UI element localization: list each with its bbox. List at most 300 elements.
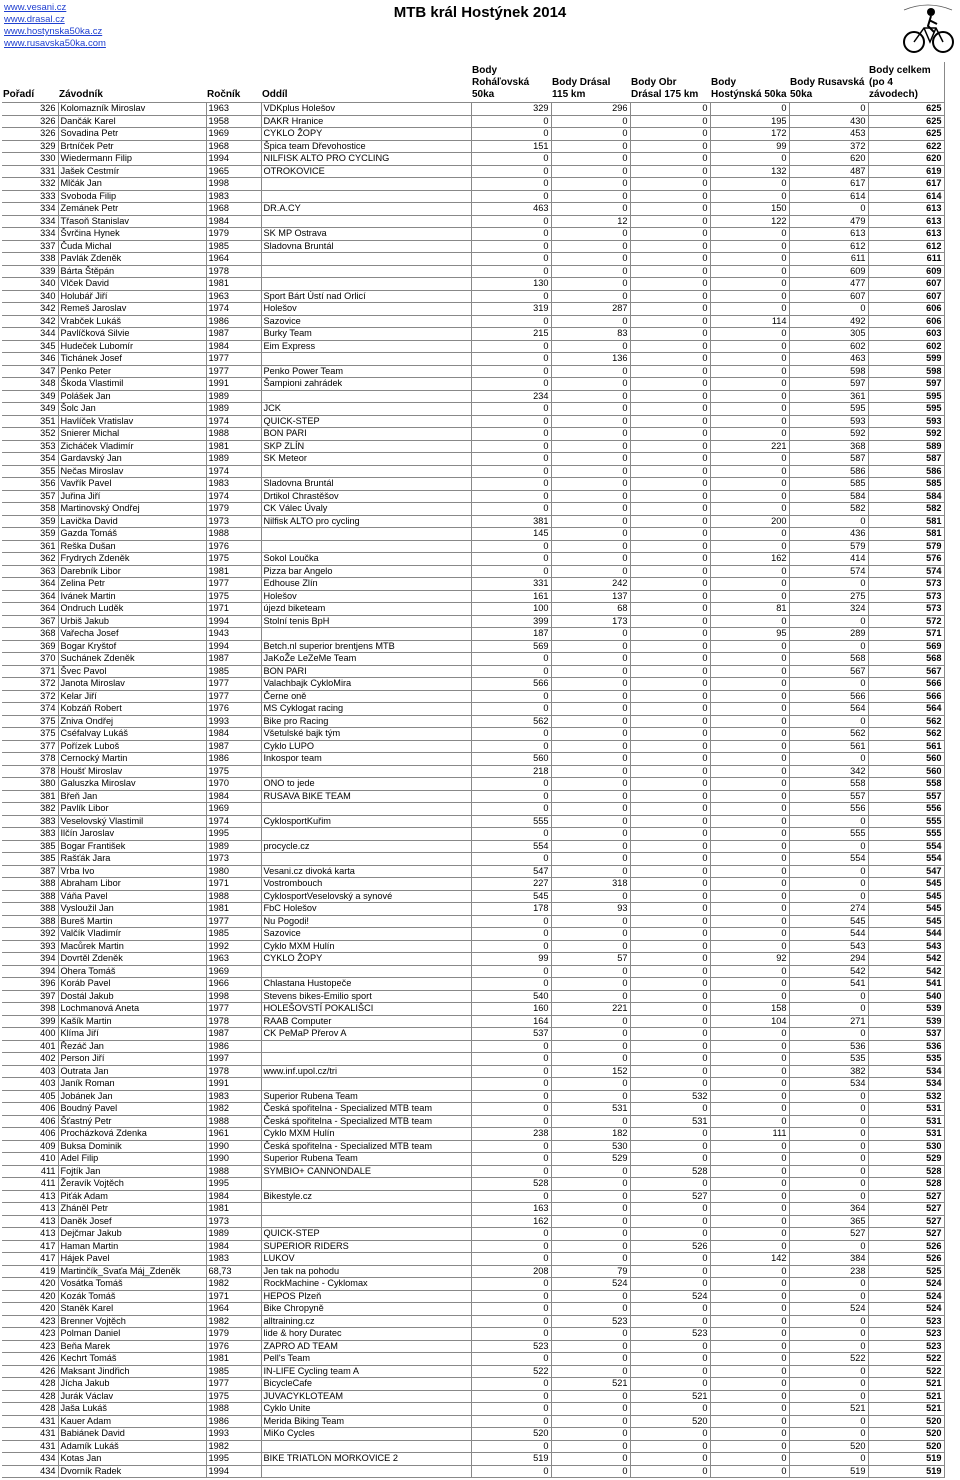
points-hostynska: 92 [710,953,789,966]
points-rusavska: 0 [789,1103,868,1116]
points-rohalovska: 0 [471,1390,551,1403]
points-rusavska: 384 [789,1253,868,1266]
points-total: 571 [868,628,944,641]
col-header-rusavska: Body Rusavská 50ka [790,77,865,100]
table-row [2,465,944,478]
points-rusavska: 0 [789,615,868,628]
points-obr-drasal: 0 [630,603,710,616]
points-total: 527 [868,1190,944,1203]
birth-year: 1968 [206,203,261,216]
points-hostynska: 0 [710,1403,789,1416]
points-drasal: 0 [551,728,630,741]
points-rusavska: 602 [789,340,868,353]
birth-year: 1980 [206,865,261,878]
points-rohalovska: 160 [471,1003,551,1016]
points-rusavska: 275 [789,590,868,603]
rank-cell: 411 [2,1165,58,1178]
rider-name: Lochmanová Aneta [58,1003,206,1016]
rider-name: Procházková Zdenka [58,1128,206,1141]
table-row [2,1003,944,1016]
rank-cell: 378 [2,753,58,766]
rider-name: Vavřík Pavel [58,478,206,491]
points-rusavska: 368 [789,440,868,453]
points-obr-drasal: 532 [630,1090,710,1103]
rank-cell: 334 [2,215,58,228]
table-row [2,340,944,353]
points-hostynska: 0 [710,1328,789,1341]
points-obr-drasal: 0 [630,1315,710,1328]
points-obr-drasal: 0 [630,640,710,653]
points-rusavska: 585 [789,478,868,491]
birth-year: 1987 [206,653,261,666]
points-drasal: 12 [551,215,630,228]
points-total: 525 [868,1265,944,1278]
points-obr-drasal: 523 [630,1328,710,1341]
col-header-year: Ročník [207,89,241,100]
rank-cell: 331 [2,165,58,178]
rider-name: Brenner Vojtěch [58,1315,206,1328]
points-rohalovska: 562 [471,715,551,728]
points-rohalovska: 554 [471,840,551,853]
points-hostynska: 99 [710,140,789,153]
rider-name: Klíma Jiří [58,1028,206,1041]
points-rohalovska: 0 [471,915,551,928]
points-obr-drasal: 0 [630,403,710,416]
birth-year: 1985 [206,1365,261,1378]
table-row [2,1340,944,1353]
club-name: BIKE TRIATLON MORKOVICE 2 [261,1453,471,1466]
rider-name: Staněk Karel [58,1303,206,1316]
club-name: DAKR Hranice [261,115,471,128]
points-rusavska: 453 [789,128,868,141]
points-total: 541 [868,978,944,991]
birth-year: 1975 [206,553,261,566]
points-hostynska: 0 [710,690,789,703]
birth-year: 1973 [206,853,261,866]
club-name [261,803,471,816]
birth-year: 1998 [206,990,261,1003]
points-hostynska: 0 [710,703,789,716]
points-obr-drasal: 0 [630,240,710,253]
club-name [261,190,471,203]
club-name: Betch.nl superior brentjens MTB [261,640,471,653]
club-name [261,1215,471,1228]
points-rohalovska: 0 [471,428,551,441]
points-rohalovska: 0 [471,265,551,278]
rank-cell: 369 [2,640,58,653]
birth-year: 1977 [206,915,261,928]
birth-year: 1981 [206,1203,261,1216]
table-row [2,1415,944,1428]
points-total: 520 [868,1440,944,1453]
points-rusavska: 0 [789,1090,868,1103]
rank-cell: 392 [2,928,58,941]
points-rusavska: 477 [789,278,868,291]
points-hostynska: 0 [710,590,789,603]
rider-name: Kolomazník Miroslav [58,103,206,116]
points-hostynska: 0 [710,978,789,991]
table-row [2,153,944,166]
points-obr-drasal: 0 [630,753,710,766]
points-rohalovska: 0 [471,665,551,678]
points-rohalovska: 0 [471,1303,551,1316]
rider-name: Jurák Václav [58,1390,206,1403]
table-row [2,1315,944,1328]
points-total: 586 [868,465,944,478]
table-row [2,240,944,253]
rider-name: Veselovský Vlastimil [58,815,206,828]
club-name: Superior Rubena Team [261,1090,471,1103]
points-obr-drasal: 0 [630,978,710,991]
rank-cell: 423 [2,1340,58,1353]
table-row [2,1065,944,1078]
table-row [2,1403,944,1416]
points-hostynska: 0 [710,1078,789,1091]
points-rohalovska: 145 [471,528,551,541]
points-obr-drasal: 0 [630,1215,710,1228]
rank-cell: 394 [2,965,58,978]
club-name: MiKo Cycles [261,1428,471,1441]
points-hostynska: 0 [710,1215,789,1228]
points-total: 609 [868,265,944,278]
rider-name: Cernocký Martin [58,753,206,766]
rank-cell: 431 [2,1428,58,1441]
rank-cell: 374 [2,703,58,716]
rider-name: Hájek Pavel [58,1253,206,1266]
rider-name: Šťastný Petr [58,1115,206,1128]
points-hostynska: 0 [710,540,789,553]
points-total: 560 [868,765,944,778]
points-hostynska: 0 [710,465,789,478]
points-rusavska: 597 [789,378,868,391]
points-total: 519 [868,1453,944,1466]
rider-name: Dvorník Radek [58,1465,206,1478]
points-rusavska: 0 [789,1165,868,1178]
points-hostynska: 0 [710,903,789,916]
points-hostynska: 0 [710,278,789,291]
points-rusavska: 556 [789,803,868,816]
rider-name: Polman Daniel [58,1328,206,1341]
rank-cell: 359 [2,528,58,541]
points-rohalovska: 0 [471,353,551,366]
birth-year: 1983 [206,1253,261,1266]
rank-cell: 363 [2,565,58,578]
rank-cell: 426 [2,1365,58,1378]
rank-cell: 349 [2,390,58,403]
points-rusavska: 0 [789,203,868,216]
birth-year: 1969 [206,803,261,816]
points-rusavska: 613 [789,228,868,241]
club-name: ZAPRO AD TEAM [261,1340,471,1353]
club-name [261,1053,471,1066]
rider-name: Jaša Lukáš [58,1403,206,1416]
table-row [2,215,944,228]
points-total: 526 [868,1240,944,1253]
rank-cell: 388 [2,915,58,928]
points-drasal: 529 [551,1153,630,1166]
points-rohalovska: 0 [471,440,551,453]
birth-year: 1989 [206,390,261,403]
rank-cell: 378 [2,765,58,778]
rider-name: Tichánek Josef [58,353,206,366]
points-drasal: 0 [551,1165,630,1178]
club-name: Edhouse Zlín [261,578,471,591]
club-name: NILFISK ALTO PRO CYCLING [261,153,471,166]
points-drasal: 0 [551,140,630,153]
points-rohalovska: 0 [471,1103,551,1116]
points-hostynska: 0 [710,1390,789,1403]
points-rohalovska: 162 [471,1215,551,1228]
points-hostynska: 0 [710,403,789,416]
birth-year: 1981 [206,1353,261,1366]
points-rusavska: 545 [789,915,868,928]
table-row [2,128,944,141]
points-hostynska: 0 [710,1140,789,1153]
points-drasal: 0 [551,778,630,791]
points-hostynska: 0 [710,453,789,466]
points-total: 524 [868,1290,944,1303]
points-total: 556 [868,803,944,816]
rank-cell: 383 [2,828,58,841]
table-row [2,965,944,978]
points-total: 569 [868,640,944,653]
birth-year: 1966 [206,978,261,991]
points-rusavska: 0 [789,890,868,903]
table-row [2,1140,944,1153]
points-drasal: 0 [551,240,630,253]
points-total: 625 [868,115,944,128]
birth-year: 1986 [206,753,261,766]
points-drasal: 0 [551,128,630,141]
table-row [2,403,944,416]
rank-cell: 397 [2,990,58,1003]
rider-name: Darebník Libor [58,565,206,578]
points-drasal: 0 [551,1440,630,1453]
points-hostynska: 0 [710,365,789,378]
birth-year: 68,73 [206,1265,261,1278]
rider-name: Nečas Miroslav [58,465,206,478]
points-hostynska: 0 [710,778,789,791]
table-row [2,578,944,591]
rider-name: Kašík Martin [58,1015,206,1028]
points-hostynska: 0 [710,840,789,853]
points-rusavska: 0 [789,1453,868,1466]
table-row [2,990,944,1003]
points-rusavska: 0 [789,1328,868,1341]
club-name: LUKOV [261,1253,471,1266]
points-hostynska: 0 [710,1365,789,1378]
points-hostynska: 0 [710,1428,789,1441]
points-drasal: 68 [551,603,630,616]
points-rusavska: 0 [789,815,868,828]
birth-year: 1979 [206,1328,261,1341]
points-drasal: 530 [551,1140,630,1153]
club-name: Šampioni zahrádek [261,378,471,391]
points-obr-drasal: 0 [630,1078,710,1091]
points-drasal: 0 [551,203,630,216]
points-rohalovska: 0 [471,853,551,866]
points-obr-drasal: 0 [630,915,710,928]
table-row [2,953,944,966]
rider-name: Dejčmar Jakub [58,1228,206,1241]
points-rusavska: 544 [789,928,868,941]
club-name: Bike Chropyně [261,1303,471,1316]
table-row [2,640,944,653]
rider-name: Jašek Cestmír [58,165,206,178]
points-rohalovska: 0 [471,1328,551,1341]
table-row [2,115,944,128]
points-drasal: 0 [551,115,630,128]
birth-year: 1994 [206,615,261,628]
points-drasal: 0 [551,1290,630,1303]
birth-year: 1984 [206,728,261,741]
points-total: 530 [868,1140,944,1153]
rider-name: Martinčík_Svaťa Máj_Zdeněk [58,1265,206,1278]
points-rusavska: 364 [789,1203,868,1216]
table-row [2,815,944,828]
table-row [2,365,944,378]
points-drasal: 0 [551,965,630,978]
club-name [261,853,471,866]
rank-cell: 426 [2,1353,58,1366]
points-hostynska: 0 [710,1353,789,1366]
points-rusavska: 574 [789,565,868,578]
table-row [2,1240,944,1253]
points-drasal: 287 [551,303,630,316]
points-total: 521 [868,1403,944,1416]
table-row [2,290,944,303]
points-obr-drasal: 0 [630,740,710,753]
points-rohalovska: 547 [471,865,551,878]
col-header-hostynska: Body Hostýnská 50ka [711,77,787,100]
link-vesani[interactable]: www.vesani.cz [4,2,67,13]
points-obr-drasal: 0 [630,390,710,403]
points-rohalovska: 0 [471,1440,551,1453]
rank-cell: 353 [2,440,58,453]
birth-year: 1984 [206,215,261,228]
points-rusavska: 0 [789,1240,868,1253]
rank-cell: 361 [2,540,58,553]
points-total: 524 [868,1303,944,1316]
points-total: 581 [868,515,944,528]
points-total: 573 [868,590,944,603]
points-hostynska: 195 [710,115,789,128]
points-rohalovska: 0 [471,1165,551,1178]
points-rohalovska: 0 [471,253,551,266]
table-row [2,1215,944,1228]
points-rohalovska: 0 [471,1090,551,1103]
points-total: 545 [868,903,944,916]
points-total: 568 [868,653,944,666]
link-rusavska[interactable]: www.rusavska50ka.com [4,38,106,49]
rider-name: Macůrek Martin [58,940,206,953]
rank-cell: 405 [2,1090,58,1103]
rider-name: Houšť Miroslav [58,765,206,778]
points-rohalovska: 208 [471,1265,551,1278]
points-rusavska: 361 [789,390,868,403]
club-name: SUPERIOR RIDERS [261,1240,471,1253]
rank-cell: 377 [2,740,58,753]
birth-year: 1991 [206,378,261,391]
club-name: CyklosportVeselovský a synové [261,890,471,903]
rank-cell: 431 [2,1415,58,1428]
points-obr-drasal: 0 [630,228,710,241]
points-hostynska: 150 [710,203,789,216]
link-hostynska[interactable]: www.hostynska50ka.cz [4,26,103,37]
birth-year: 1981 [206,565,261,578]
club-name: Valachbajk CykloMira [261,678,471,691]
points-hostynska: 0 [710,490,789,503]
points-drasal: 0 [551,390,630,403]
points-drasal: 0 [551,1190,630,1203]
points-total: 581 [868,528,944,541]
table-row [2,1015,944,1028]
link-drasal[interactable]: www.drasal.cz [4,14,65,25]
points-obr-drasal: 0 [630,1265,710,1278]
points-hostynska: 0 [710,1165,789,1178]
table-row [2,665,944,678]
col-header-total: Body celkem (po 4 závodech) [868,62,944,103]
points-hostynska: 0 [710,765,789,778]
points-drasal: 0 [551,1028,630,1041]
points-rohalovska: 100 [471,603,551,616]
rider-name: Ilčín Jaroslav [58,828,206,841]
rider-name: Fojtík Jan [58,1165,206,1178]
rank-cell: 368 [2,628,58,641]
birth-year: 1963 [206,103,261,116]
points-total: 545 [868,890,944,903]
points-total: 560 [868,753,944,766]
birth-year: 1981 [206,278,261,291]
points-hostynska: 0 [710,715,789,728]
points-rohalovska: 0 [471,553,551,566]
rank-cell: 330 [2,153,58,166]
points-hostynska: 0 [710,1190,789,1203]
rider-name: Person Jiří [58,1053,206,1066]
birth-year: 1975 [206,765,261,778]
birth-year: 1988 [206,890,261,903]
points-drasal: 0 [551,490,630,503]
points-rohalovska: 0 [471,1353,551,1366]
points-total: 584 [868,490,944,503]
table-row [2,1190,944,1203]
points-hostynska: 0 [710,1315,789,1328]
points-obr-drasal: 0 [630,1228,710,1241]
points-drasal: 0 [551,678,630,691]
club-name: CyklosportKuřim [261,815,471,828]
points-rusavska: 0 [789,515,868,528]
col-header-rider: Závodník [59,89,103,100]
rank-cell: 375 [2,728,58,741]
points-total: 576 [868,553,944,566]
points-total: 544 [868,928,944,941]
points-rohalovska: 0 [471,340,551,353]
rank-cell: 340 [2,278,58,291]
points-rusavska: 579 [789,540,868,553]
club-name: Cyklo Unite [261,1403,471,1416]
birth-year: 1943 [206,628,261,641]
points-obr-drasal: 0 [630,590,710,603]
rank-cell: 333 [2,190,58,203]
points-total: 522 [868,1353,944,1366]
points-rohalovska: 151 [471,140,551,153]
points-obr-drasal: 0 [630,253,710,266]
points-drasal: 0 [551,1040,630,1053]
rider-name: Kauer Adam [58,1415,206,1428]
table-row [2,828,944,841]
points-rusavska: 0 [789,1415,868,1428]
points-rusavska: 561 [789,740,868,753]
